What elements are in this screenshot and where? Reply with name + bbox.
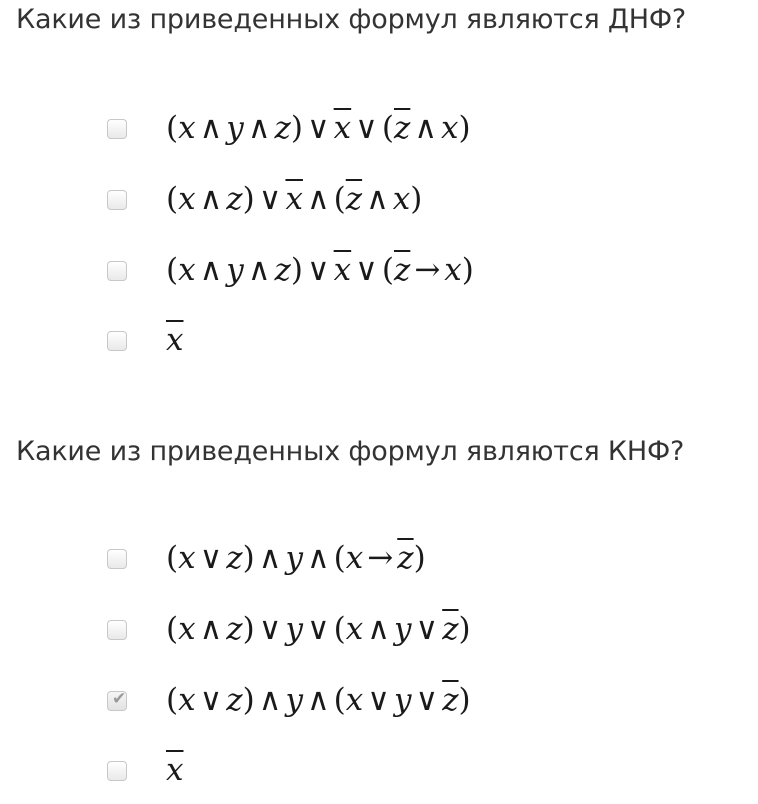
- checkbox-checked[interactable]: [107, 691, 127, 711]
- option-dnf-1[interactable]: [0, 106, 700, 156]
- option-knf-2[interactable]: [0, 607, 700, 657]
- checkbox[interactable]: [107, 190, 127, 210]
- formula: (x ∨ z) ∧ y ∧ (x ∨ y ∨ $\overline{z}$): [166, 682, 471, 718]
- option-dnf-3[interactable]: [0, 248, 700, 298]
- formula: (x ∧ z) ∨ y ∨ (x ∧ y ∨ $\overline{z}$): [166, 611, 471, 647]
- option-knf-3[interactable]: [0, 678, 700, 728]
- checkbox[interactable]: [107, 620, 127, 640]
- option-knf-1[interactable]: [0, 536, 700, 586]
- formula: (x ∨ z) ∧ y ∧ $(x \to \overline{z})$: [166, 540, 426, 576]
- formula: (x ∧ y ∧ z) ∨ $\overline{x}$ ∨ $(\overline{z} \to x)$: [166, 252, 474, 288]
- check-mark-icon: ✔: [112, 689, 127, 709]
- checkbox[interactable]: [107, 761, 127, 781]
- checkbox[interactable]: [107, 119, 127, 139]
- checkbox[interactable]: [107, 549, 127, 569]
- checkbox[interactable]: [107, 261, 127, 281]
- option-knf-4[interactable]: [0, 748, 700, 798]
- question-title: Какие из приведенных формул являются ДНФ?: [16, 4, 687, 35]
- checkbox[interactable]: [107, 331, 127, 351]
- formula: (x ∧ y ∧ z) ∨ $\overline{x}$ ∨ ($\overline{z}$ ∧ x): [166, 110, 471, 146]
- formula: (x ∧ z) ∨ $\overline{x}$ ∧ ($\overline{z}$ ∧ x): [166, 181, 423, 217]
- option-dnf-4[interactable]: [0, 318, 700, 368]
- formula: $\overline{x}$: [166, 322, 184, 358]
- question-title: Какие из приведенных формул являются КНФ?: [16, 436, 685, 467]
- option-dnf-2[interactable]: [0, 177, 700, 227]
- formula: $\overline{x}$: [166, 752, 184, 788]
